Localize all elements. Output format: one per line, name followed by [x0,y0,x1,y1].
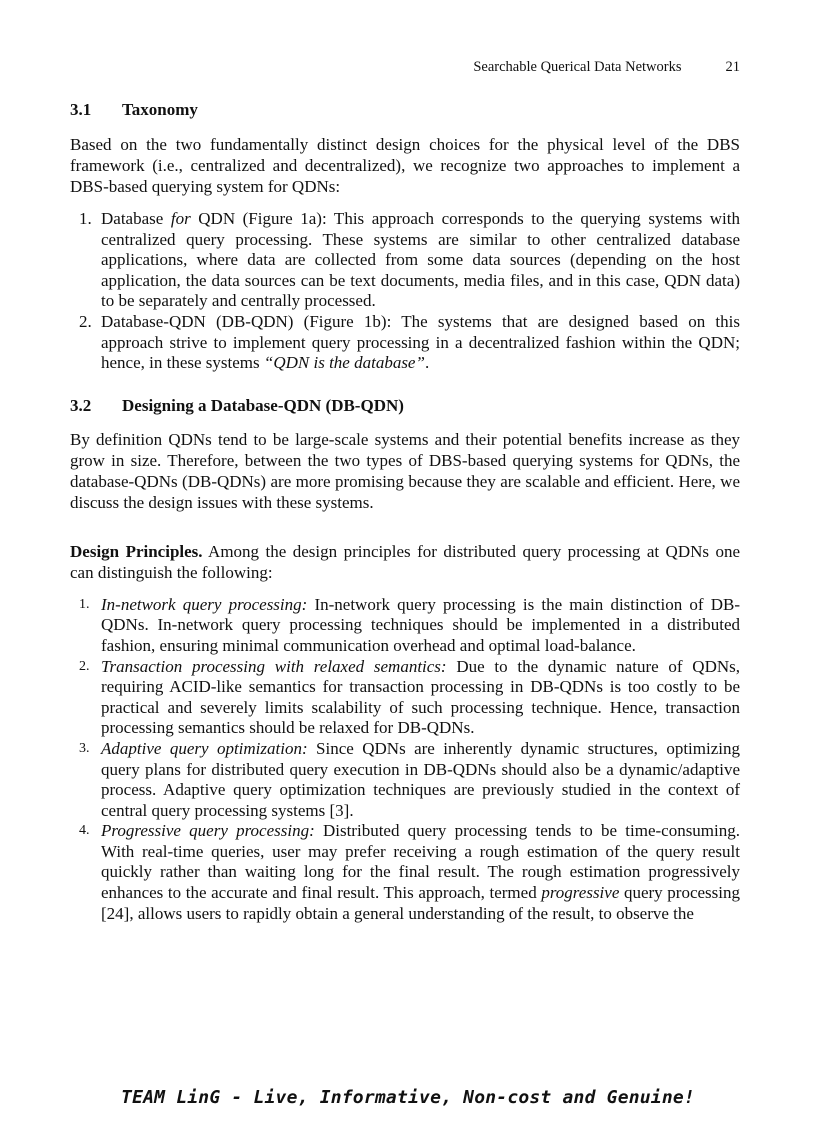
taxonomy-list [70,209,740,374]
list-item: 2. Transaction processing with relaxed semantics: Due to the dynamic nature of QDNs, requiring ACID-like semantics for transaction processing in DB-QDNs is too costly to be practical and severely limits scalability of such processing technique. Hence, transaction processing semantics should be relaxed for DB-QDNs. [79,656,740,738]
section-heading-3-1: 3.1 Taxonomy [70,100,198,119]
page-content [70,100,740,924]
page-number: 21 [725,59,740,75]
list-item: 3. Adaptive query optimization: Since QDNs are inherently dynamic structures, optimizing query plans for distributed query execution in DB-QDNs should also be a dynamic/adaptive process. Adaptive query optimization techniques are previously studied in the context of central query processing systems [3]. [79,738,740,820]
design-principles-list [70,595,740,925]
section-heading-3-2: 3.2 Designing a Database-QDN (DB-QDN) [70,395,404,415]
design-principles-paragraph: Design Principles. Among the design principles for distributed query processing at QDNs one can distinguish the following: [70,541,740,582]
footer-banner: TEAM LinG - Live, Informative, Non-cost and Genuine! [121,1087,695,1108]
list-item: 2. Database-QDN (DB-QDN) (Figure 1b): The systems that are designed based on this approach strive to implement query processing in a decentralized fashion within the QDN; hence, in these systems “QDN is the database”. [79,311,740,373]
db-qdn-intro: By definition QDNs tend to be large-scale systems and their potential benefits increase as they grow in size. Therefore, between the two types of DBS-based querying systems for QDNs, the database-QDNs (DB-QDNs) are more promising because they are scalable and efficient. Here, we discuss the design issues with these systems. [70,429,740,512]
running-title: Searchable Querical Data Networks [473,59,682,75]
list-item: 4. Progressive query processing: Distributed query processing tends to be time-consuming. With real-time queries, user may prefer receiving a rough estimation of the query result quickly rather than waiting long for the final result. The rough estimation progressively enhances to the accurate and final result. This approach, termed progressive query processing [24], allows users to rapidly obtain a general understanding of the result, to observe the [79,821,741,923]
running-header [0,59,740,76]
list-item: 1. Database for QDN (Figure 1a): This approach corresponds to the querying systems with centralized query processing. These systems are similar to other centralized database applications, where data are collected from some data sources (depending on the host application, the data sources can be text documents, media files, and in this case, QDN data) to be separately and centrally processed. [79,209,740,311]
taxonomy-intro: Based on the two fundamentally distinct design choices for the physical level of the DBS framework (i.e., centralized and decentralized), we recognize two approaches to implement a DBS-based querying system for QDNs: [70,135,740,196]
list-item: 1. In-network query processing: In-network query processing is the main distinction of DB-QDNs. In-network query processing techniques should be implemented in a distributed fashion, ensuring minimal communication overhead and optimal load-balance. [79,594,740,655]
design-principles-heading: Design Principles. [70,541,203,561]
